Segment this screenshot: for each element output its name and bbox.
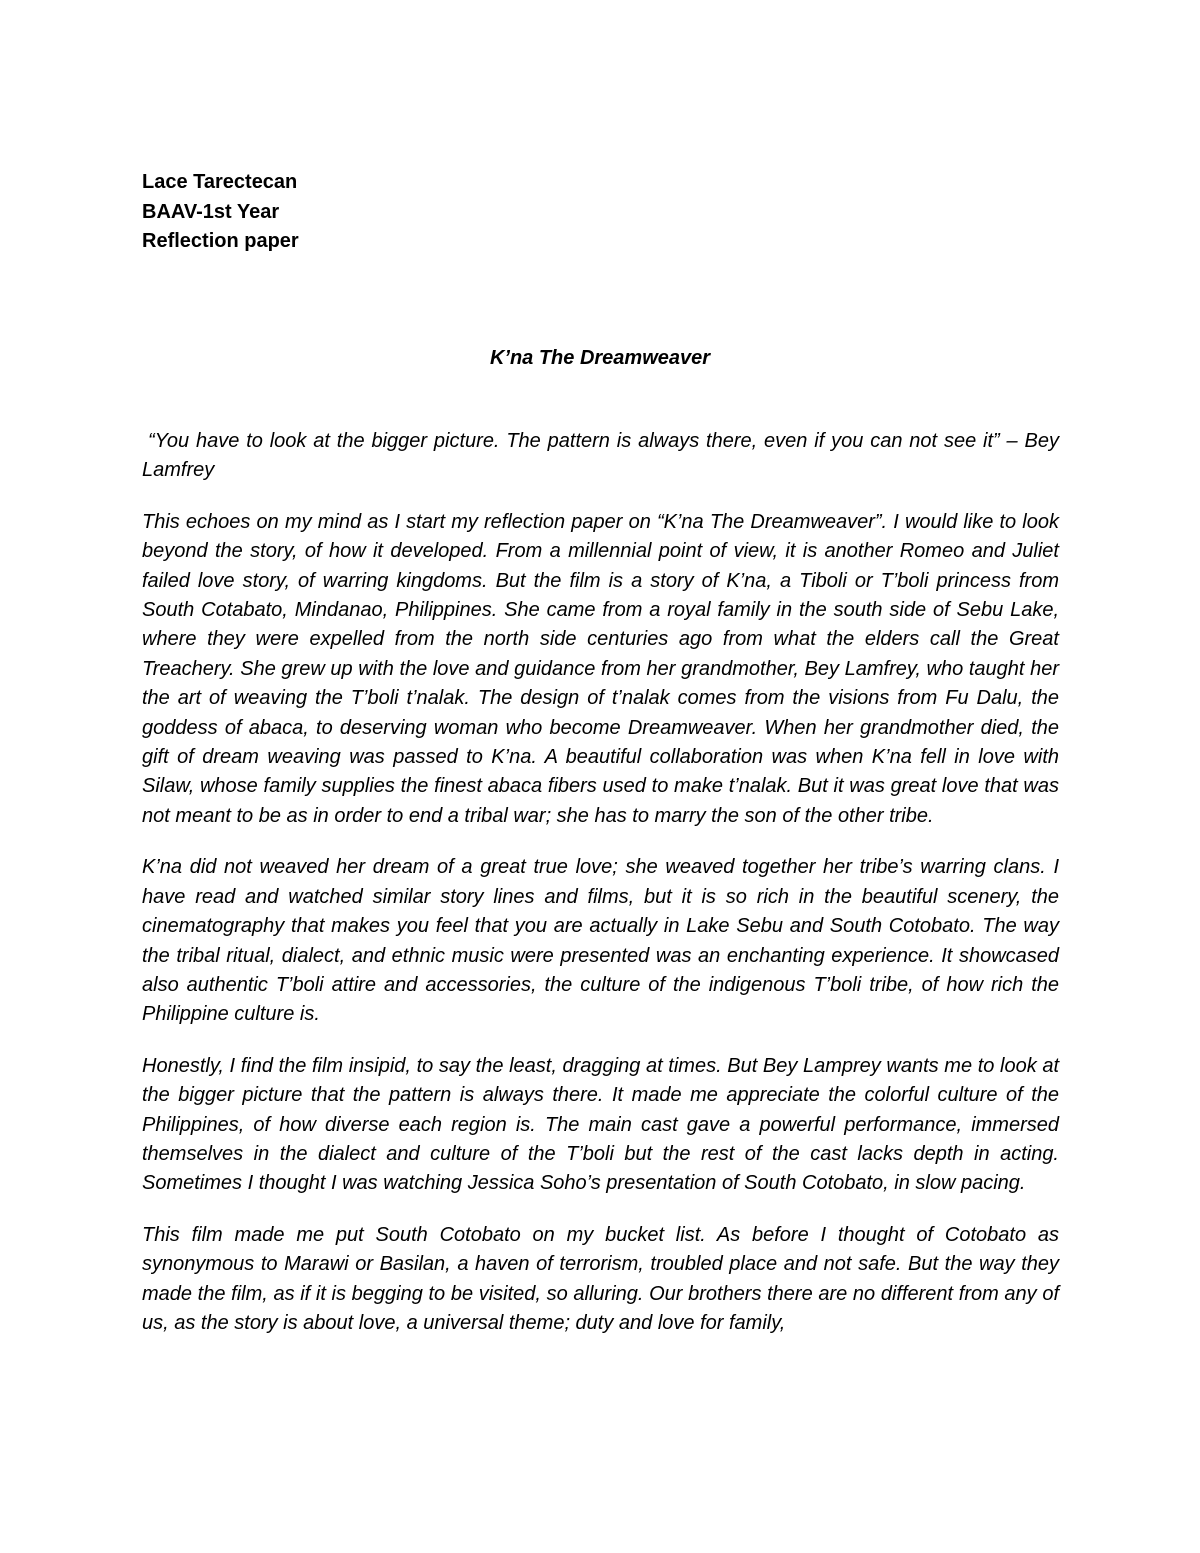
document-header: [142, 168, 299, 257]
paragraph-4: This film made me put South Cotobato on my bucket list. As before I thought of Cotobato as synonymous to Marawi or Basilan, a haven of terrorism, troubled place and not safe. But the way they made the film, as if it is begging to be visited, so alluring. Our brothers there are no different from any of us, as the story is about love, a universal theme; duty and love for family,: [142, 1223, 1059, 1334]
paper-body: [142, 427, 1059, 1360]
course-year: BAAV-1st Year: [142, 200, 280, 223]
author-name: Lace Tarectecan: [142, 171, 298, 193]
paragraph-1: This echoes on my mind as I start my reflection paper on “K’na The Dreamweaver”. I would like to look beyond the story, of how it developed. From a millennial point of view, it is another Romeo and Juliet failed love story, of warring kingdoms. But the film is a story of K’na, a Tiboli or T’boli princess from South Cotabato, Mindanao, Philippines. She came from a royal family in the south side of Sebu Lake, where they were expelled from the north side centuries ago from what the elders call the Great Treachery. She grew up with the love and guidance from her grandmother, Bey Lamfrey, who taught her the art of weaving the T’boli t’nalak. The design of t’nalak comes from the visions from Fu Dalu, the goddess of abaca, to deserving woman who become Dreamweaver. When her grandmother died, the gift of dream weaving was passed to K’na. A beautiful collaboration was when K’na fell in love with Silaw, whose family supplies the finest abaca fibers used to make t’nalak. But it was great love that was not meant to be as in order to end a tribal war; she has to marry the son of the other tribe.: [142, 510, 1059, 827]
paragraph-2: K’na did not weaved her dream of a great true love; she weaved together her tribe’s warring clans. I have read and watched similar story lines and films, but it is so rich in the beautiful scenery, the cinematography that makes you feel that you are actually in Lake Sebu and South Cotobato. The way the tribal ritual, dialect, and ethnic music were presented was an enchanting experience. It showcased also authentic T’boli attire and accessories, the culture of the indigenous T’boli tribe, of how rich the Philippine culture is.: [142, 856, 1059, 1026]
paper-title: K’na The Dreamweaver: [489, 347, 711, 369]
paragraph-3: Honestly, I find the film insipid, to say the least, dragging at times. But Bey Lamprey wants me to look at the bigger picture that the pattern is always there. It made me appreciate the colorful culture of the Philippines, of how diverse each region is. The main cast gave a powerful performance, immersed themselves in the dialect and culture of the T’boli but the rest of the cast lacks depth in acting. Sometimes I thought I was watching Jessica Soho’s presentation of South Cotobato, in slow pacing.: [142, 1054, 1059, 1195]
document-type: Reflection paper: [142, 230, 299, 252]
opening-quote: “You have to look at the bigger picture. The pattern is always there, even if you can not see it” – Bey Lamfrey: [142, 430, 1059, 482]
